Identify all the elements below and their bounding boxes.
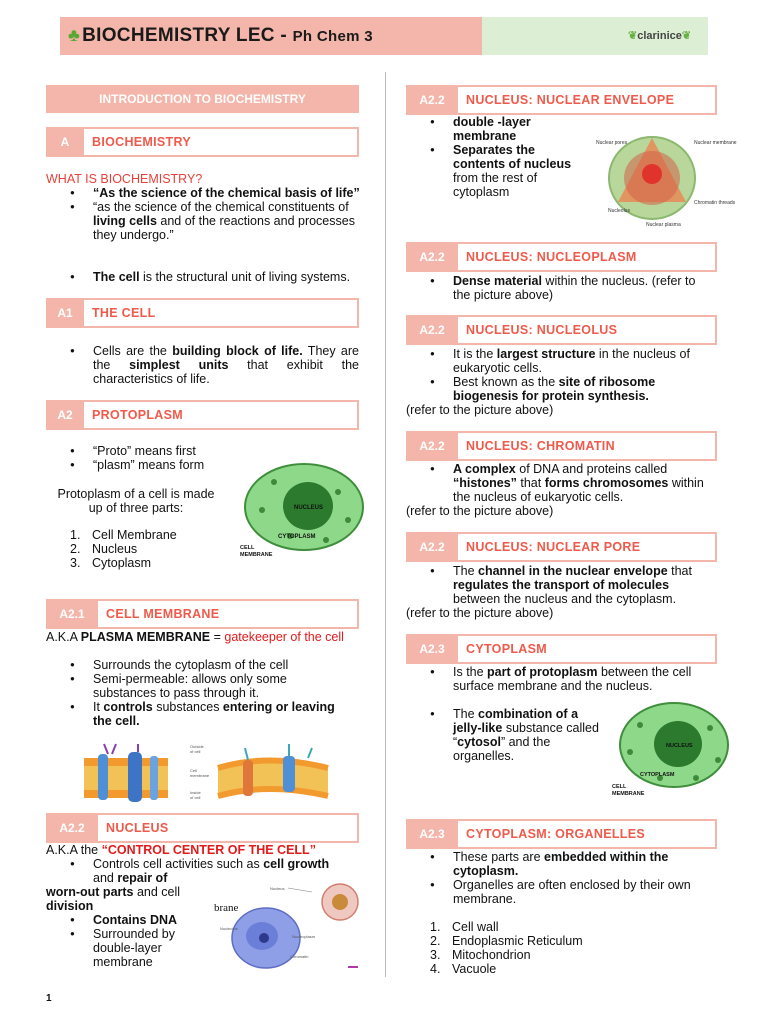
organelles-numbered-list: [430, 920, 583, 976]
fig-chromatin: Chromatin threads: [694, 200, 736, 206]
svg-text:Chromatin: Chromatin: [290, 954, 309, 959]
cytoplasm-list-2: [406, 707, 606, 763]
cytoplasm-cell-diagram: [610, 700, 730, 798]
section-envelope-header: A2.2 NUCLEUS: NUCLEAR ENVELOPE: [406, 85, 717, 115]
cell-membrane-list: [46, 658, 346, 728]
list-item: ● Cells are the building block of life. They are the simplest units that exhibit the characteristics of life.: [46, 344, 359, 386]
refer-note: (refer to the picture above): [406, 606, 554, 620]
list-item: 1. Cell wall: [430, 920, 499, 934]
list-item: 4. Vacuole: [430, 962, 497, 976]
list-item: ● Contains DNA: [46, 913, 211, 927]
leaf-icon: ❦: [628, 30, 638, 42]
section-a2-header: A2 PROTOPLASM: [46, 400, 359, 430]
svg-text:Inside: Inside: [190, 790, 201, 795]
list-item: ● “Proto” means first: [46, 444, 246, 458]
cytoplasm-list-1: [406, 665, 702, 693]
biochem-def-list: [46, 186, 376, 242]
organelles-list: [406, 850, 716, 906]
section-a21-header: A2.1 CELL MEMBRANE: [46, 599, 359, 629]
column-divider: [385, 72, 386, 977]
svg-text:Nucleus: Nucleus: [270, 886, 285, 891]
list-item: ● Is the part of protoplasm between the cell surface membrane and the nucleus.: [406, 665, 702, 693]
list-item: ● “As the science of the chemical basis of life”: [46, 186, 376, 200]
list-item: ● Surrounds the cytoplasm of the cell: [46, 658, 346, 672]
nucleus-label: NUCLEUS: [294, 505, 324, 511]
page-number: 1: [46, 993, 52, 1004]
fig-nucleolus: Nucleolus: [608, 208, 630, 214]
leaf-icon: ❦: [681, 30, 692, 42]
svg-text:Outside: Outside: [190, 744, 204, 749]
svg-text:Nucleoplasm: Nucleoplasm: [292, 934, 316, 939]
membrane-label: MEMBRANE: [240, 552, 273, 558]
clover-icon: ♣: [68, 25, 81, 45]
cell-unit-list: [46, 270, 376, 284]
list-item: ● The combination of a jelly-like substance called “cytosol” and the organelles.: [406, 707, 606, 763]
refer-note: (refer to the picture above): [406, 504, 554, 518]
nucleus-label: NUCLEUS: [666, 743, 693, 749]
question-heading: WHAT IS BIOCHEMISTRY?: [46, 172, 203, 186]
section-organelles-header: A2.3 CYTOPLASM: ORGANELLES: [406, 819, 717, 849]
brand-logo: ❦clarinice❦: [628, 30, 692, 42]
section-a1-header: A1 THE CELL: [46, 298, 359, 328]
list-item: ● Dense material within the nucleus. (refer to the picture above): [406, 274, 716, 302]
list-item: ● double -layer membrane: [406, 115, 578, 143]
list-item: ● “plasm” means form: [46, 458, 246, 472]
cell-list: [46, 344, 359, 386]
nucleus-aka: A.K.A the “CONTROL CENTER OF THE CELL”: [46, 843, 316, 857]
svg-text:membrane: membrane: [190, 773, 210, 778]
list-item: ● “as the science of the chemical constituents of living cells and of the reactions and processes they undergo.”: [46, 200, 376, 242]
list-item: ● The channel in the nuclear envelope that regulates the transport of molecules between the nucleus and the cytoplasm.: [406, 564, 716, 606]
chromatin-list: [406, 462, 716, 504]
list-item: ● Separates the contents of nucleus from the rest of cytoplasm: [406, 143, 578, 199]
svg-text:of cell: of cell: [190, 749, 201, 754]
nucleoplasm-list: [406, 274, 716, 302]
list-item: ● Controls cell activities such as cell growth and repair of: [46, 857, 346, 885]
list-item: ● Semi-permeable: allows only some substances to pass through it.: [46, 672, 346, 700]
envelope-list: [406, 115, 578, 199]
fig-nuclear-plasma: Nuclear plasma: [646, 222, 681, 228]
membrane-label: MEMBRANE: [612, 791, 645, 797]
section-a-header: A BIOCHEMISTRY: [46, 127, 359, 157]
cell-label: CELL: [612, 784, 627, 790]
cell-label: CELL: [240, 545, 255, 551]
svg-text:of cell: of cell: [190, 795, 201, 800]
nucleus-structure-diagram: [588, 130, 737, 232]
svg-text:Nucleolus: Nucleolus: [220, 926, 238, 931]
cytoplasm-label: CYTOPLASM: [640, 772, 675, 778]
list-item: 2. Endoplasmic Reticulum: [430, 934, 583, 948]
list-item: ● It controls substances entering or leaving the cell.: [46, 700, 346, 728]
protoplasm-parts-intro: Protoplasm of a cell is made up of three parts:: [57, 487, 215, 515]
nucleus-cont: worn-out parts and cell division: [46, 885, 181, 913]
list-item: 3. Mitochondrion: [430, 948, 531, 962]
section-chromatin-header: A2.2 NUCLEUS: CHROMATIN: [406, 431, 717, 461]
protoplasm-list: [46, 444, 246, 472]
protoplasm-parts-list: [70, 528, 177, 570]
list-item: ● A complex of DNA and proteins called “histones” that forms chromosomes within the nucleus of eukaryotic cells.: [406, 462, 716, 504]
nucleus-list-2: [46, 913, 211, 969]
list-item: 1. Cell Membrane: [70, 528, 177, 542]
refer-note: (refer to the picture above): [406, 403, 554, 417]
list-item: ● The cell is the structural unit of living systems.: [46, 270, 376, 284]
list-item: ● It is the largest structure in the nucleus of eukaryotic cells.: [406, 347, 716, 375]
pore-list: [406, 564, 716, 606]
list-item: ● These parts are embedded within the cytoplasm.: [406, 850, 716, 878]
page-title: ♣ BIOCHEMISTRY LEC - Ph Chem 3: [68, 25, 373, 46]
list-item: 2. Nucleus: [70, 542, 138, 556]
list-item: ● Best known as the site of ribosome biogenesis for protein synthesis.: [406, 375, 716, 403]
section-a22-header: A2.2 NUCLEUS: [46, 813, 359, 843]
section-cytoplasm-header: A2.3 CYTOPLASM: [406, 634, 717, 664]
page-subtitle: Ph Chem 3: [292, 28, 373, 45]
brane-caption: brane: [214, 902, 239, 914]
section-pore-header: A2.2 NUCLEUS: NUCLEAR PORE: [406, 532, 717, 562]
list-item: ● Organelles are often enclosed by their own membrane.: [406, 878, 716, 906]
fig-nuclear-membrane: Nuclear membrane: [694, 140, 737, 146]
fig-nuclear-pores: Nuclear pores: [596, 140, 628, 146]
cell-membrane-aka: A.K.A PLASMA MEMBRANE = gatekeeper of the cell: [46, 630, 344, 644]
cytoplasm-label: CYTOPLASM: [278, 534, 316, 540]
cell-diagram: [238, 462, 363, 562]
section-nucleolus-header: A2.2 NUCLEUS: NUCLEOLUS: [406, 315, 717, 345]
svg-text:Cell: Cell: [190, 768, 197, 773]
section-nucleoplasm-header: A2.2 NUCLEUS: NUCLEOPLASM: [406, 242, 717, 272]
cell-membrane-diagram: [78, 738, 346, 804]
intro-header: INTRODUCTION TO BIOCHEMISTRY: [46, 85, 359, 113]
list-item: 3. Cytoplasm: [70, 556, 152, 570]
list-item: ● Surrounded by double-layer membrane: [46, 927, 211, 969]
nucleolus-list: [406, 347, 716, 403]
